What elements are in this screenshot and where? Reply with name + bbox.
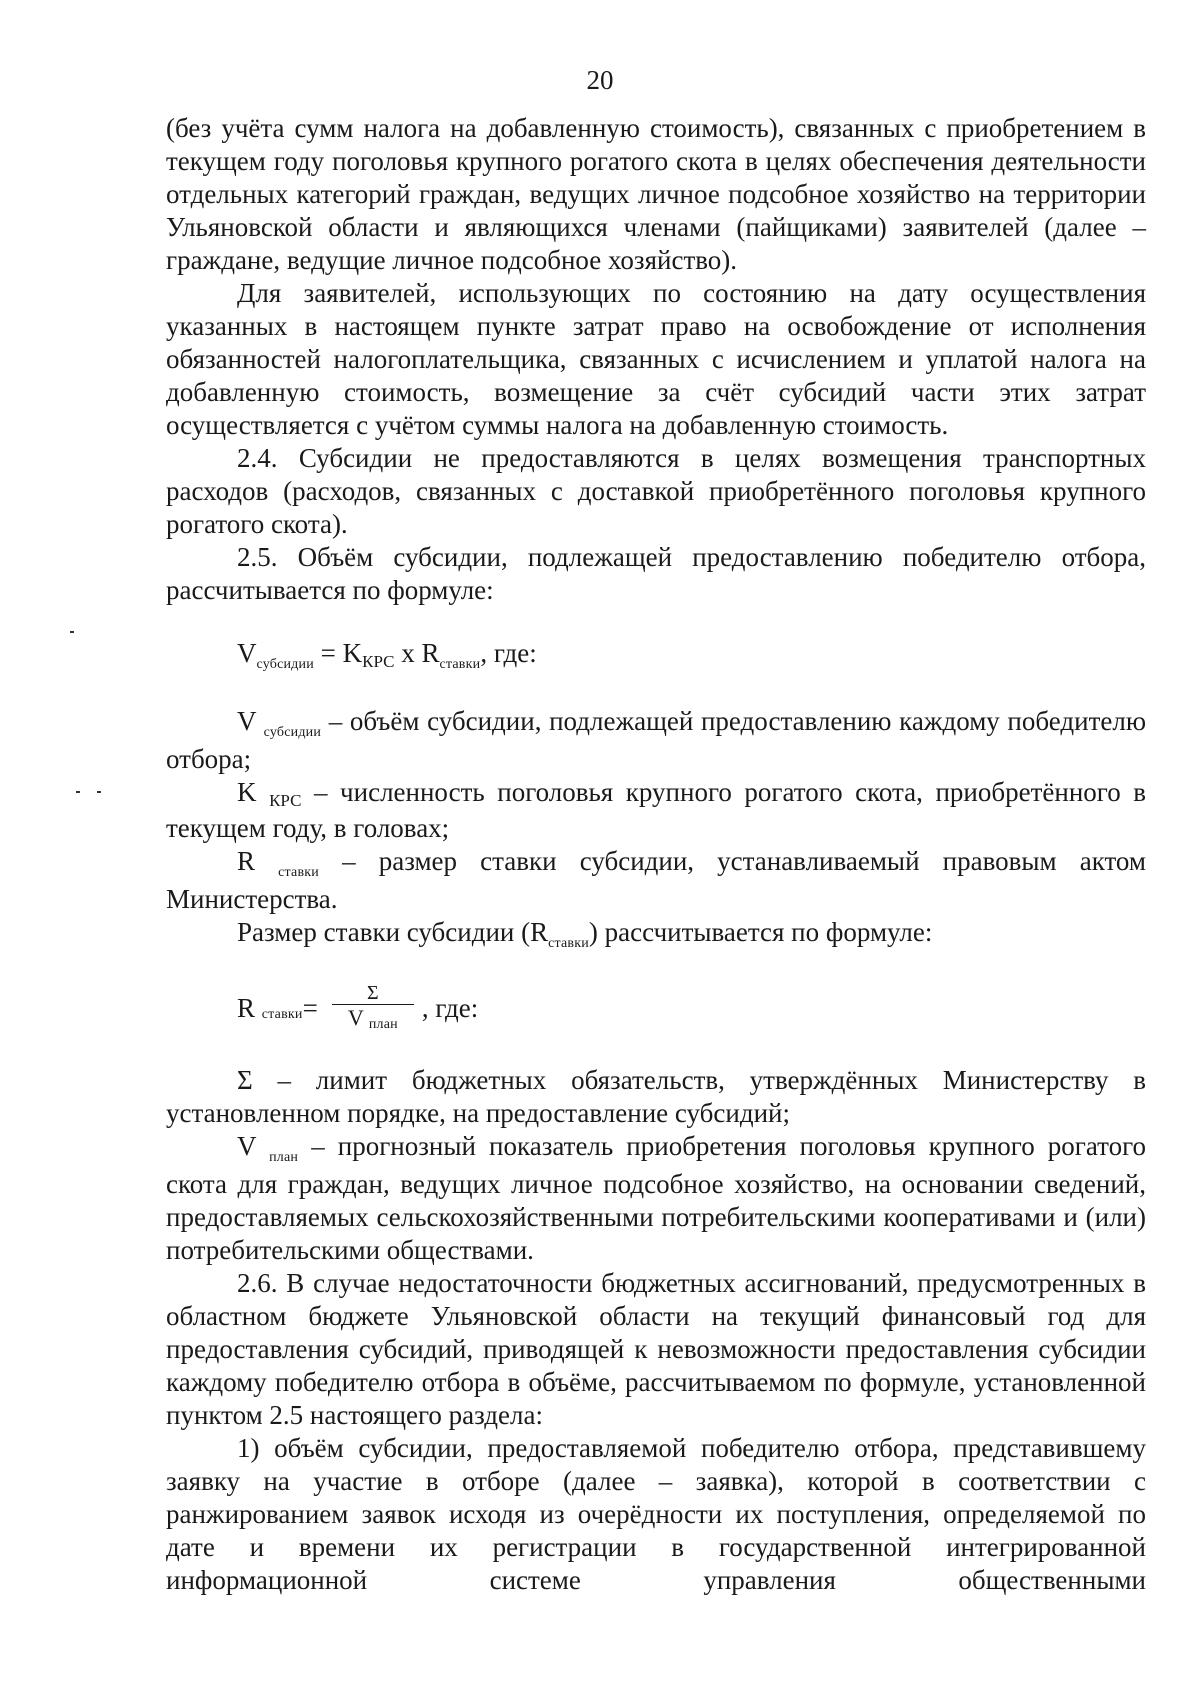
paragraph: 1) объём субсидии, предоставляемой победителю отбора, представившему заявку на участие в отборе (далее – заявка), которой в соответствии с ранжированием заявок исходя из очерёдности их поступления, определяемой по дате и времени их регистрации в государственной интегрированной информационной системе управления общественными bbox=[166, 1433, 1146, 1595]
definition-r-rate: R $_{ставки}$ – размер ставки субсидии, устанавливаемый правовым актом Министерства. bbox=[166, 846, 1146, 914]
scan-mark bbox=[76, 791, 80, 793]
document-body bbox=[166, 112, 1146, 1597]
rate-formula: R ставки = $\frac{\Sigma}{\text{V план}}$ , где: bbox=[237, 972, 1146, 1044]
fraction-numerator: Σ bbox=[367, 981, 379, 1004]
paragraph: 2.6. В случае недостаточности бюджетных ассигнований, предусмотренных в областном бюджете Ульяновской области на текущий финансовый год для предоставления субсидий, приводящей к невозможности предоставления субсидии каждому победителю отбора в объёме, рассчитываемом по формуле, установленной пунктом 2.5 настоящего раздела: bbox=[166, 1268, 1146, 1430]
paragraph: Размер ставки субсидии $(R_{ставки})$ рассчитывается по формуле: bbox=[237, 917, 933, 951]
fraction-denominator: V план bbox=[347, 1004, 398, 1032]
paragraph: 2.4. Субсидии не предоставляются в целях возмещения транспортных расходов (расходов, связанных с доставкой приобретённого поголовья крупного рогатого скота). bbox=[166, 443, 1146, 539]
paragraph: 2.5. Объём субсидии, подлежащей предоставлению победителю отбора, рассчитывается по формуле: bbox=[166, 542, 1146, 605]
definition-k-krs: K КРС – численность поголовья крупного рогатого скота, приобретённого в текущем году, в головах; bbox=[166, 777, 1147, 843]
page-number: 20 bbox=[586, 65, 614, 95]
definition-v-subsidy: V $_{субсидии}$ – объём субсидии, подлежащей предоставлению каждому победителю отбора; bbox=[166, 706, 1147, 774]
paragraph: Для заявителей, использующих по состоянию на дату осуществления указанных в настоящем пункте затрат право на освобождение от исполнения обязанностей налогоплательщика, связанных с исчислением и уплатой налога на добавленную стоимость, возмещение за счёт субсидий части этих затрат осуществляется с учётом суммы налога на добавленную стоимость. bbox=[166, 278, 1146, 440]
definition-v-plan: V $_{план}$ – прогнозный показатель приобретения поголовья крупного рогатого скота для граждан, ведущих личное подсобное хозяйство, на основании сведений, предоставляемых сельскохозяйственными потребительскими кооперативами и (или) потребительскими обществами. bbox=[166, 1131, 1147, 1265]
scan-mark bbox=[97, 791, 101, 793]
fraction bbox=[332, 982, 414, 1035]
subsidy-formula: $V_{субсидии}$ = KКРС x $R_{ставки}$, где: bbox=[237, 638, 537, 672]
definition-sigma: Σ – лимит бюджетных обязательств, утверждённых Министерству в установленном порядке, на предоставление субсидий; bbox=[166, 1065, 1146, 1128]
scan-mark bbox=[70, 631, 74, 633]
paragraph: (без учёта сумм налога на добавленную стоимость), связанных с приобретением в текущем году поголовья крупного рогатого скота в целях обеспечения деятельности отдельных категорий граждан, ведущих личное подсобное хозяйство на территории Ульяновской области и являющихся членами (пайщиками) заявителей (далее – граждане, ведущие личное подсобное хозяйство). bbox=[166, 113, 1146, 275]
